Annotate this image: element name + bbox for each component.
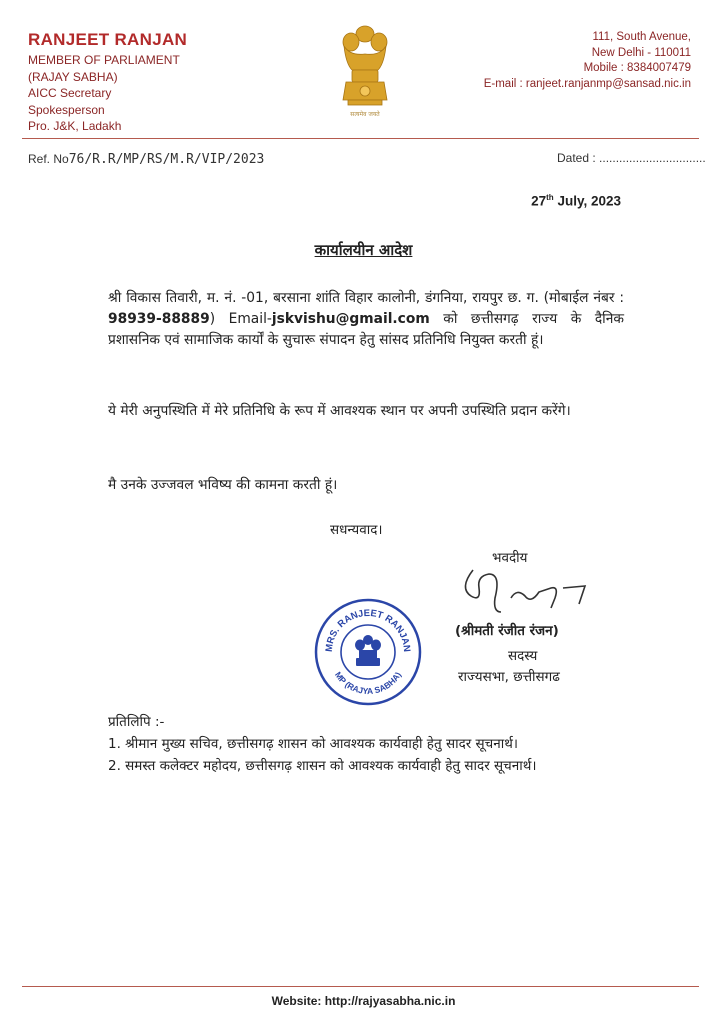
closing-thanks: सधन्यवाद। (330, 522, 383, 538)
mobile-line: Mobile : 8384007479 (583, 62, 691, 74)
footer-website: Website: http://rajyasabha.nic.in (271, 994, 456, 1008)
copy-to-item: 1. श्रीमान मुख्य सचिव, छत्तीसगढ़ शासन को आवश्यक कार्यवाही हेतु सादर सूचनार्थ। (108, 736, 518, 752)
designation-line: AICC Secretary (28, 86, 112, 100)
official-seal (312, 596, 424, 708)
designation-line: MEMBER OF PARLIAMENT (28, 53, 180, 67)
date-day: 27 (531, 193, 547, 209)
emblem-caption: सत्यमेव जयते (350, 111, 380, 118)
sender-name: RANJEET RANJAN (28, 30, 188, 49)
subject-text: कार्यालयीन आदेश (314, 241, 413, 259)
designation-line: Spokesperson (28, 102, 105, 117)
dated-field: Dated : ................................ (557, 151, 706, 165)
address-line: New Delhi - 110011 (591, 46, 691, 59)
p1-text: को छत्तीसगढ़ राज्य के दैनिक प्रशासनिक एवं सामाजिक कार्यों के सुचारू संपादन हेतु सांसद प्रतिनिधि नियुक्त करती हूं। (108, 311, 624, 348)
reference-number (28, 152, 264, 167)
seal-emblem-icon (355, 635, 381, 666)
sender-designations (28, 52, 180, 135)
address-line: 111, South Avenue, (592, 31, 691, 43)
p1-text: श्री विकास तिवारी, म. नं. -01, बरसाना शांति विहार कालोनी, डंगनिया, रायपुर छ. ग. (मोबाईल नंबर : (108, 290, 624, 306)
ref-label: Ref. No (28, 152, 69, 166)
subject-heading (0, 240, 727, 260)
p1-text: ) Email- (209, 311, 272, 327)
copy-to-heading: प्रतिलिपि :- (108, 714, 165, 730)
body-paragraph-1 (108, 288, 624, 351)
copy-to-section (108, 711, 628, 777)
designation-line: Pro. J&K, Ladakh (28, 119, 122, 133)
signatory-name: (श्रीमती रंजीत रंजन) (455, 623, 559, 639)
date-rest: July, 2023 (553, 193, 621, 209)
ref-value: 76/R.R/MP/RS/M.R/VIP/2023 (68, 152, 265, 167)
signatory-post: सदस्य (508, 648, 538, 664)
body-paragraph-2: ये मेरी अनुपस्थिति में मेरे प्रतिनिधि के रूप में आवश्यक स्थान पर अपनी उपस्थिति प्रदान करेंगे। (108, 403, 571, 419)
seal-top-text: MRS. RANJEET RANJAN (323, 607, 413, 653)
email-address: jskvishu@gmail.com (271, 311, 430, 327)
designation-line: (RAJAY SABHA) (28, 69, 118, 84)
footer-divider (22, 986, 699, 987)
signatory-house: राज्यसभा, छत्तीसगढ (458, 669, 560, 685)
valediction: भवदीय (492, 550, 528, 566)
letter-date (531, 193, 621, 209)
email-line: E-mail : ranjeet.ranjanmp@sansad.nic.in (483, 77, 691, 90)
body-paragraph-3: मै उनके उज्जवल भविष्य की कामना करती हूं। (108, 477, 338, 493)
phone-number: 98939-88889 (108, 311, 210, 327)
copy-to-item: 2. समस्त कलेक्टर महोदय, छत्तीसगढ़ शासन को आवश्यक कार्यवाही हेतु सादर सूचनार्थ। (108, 758, 537, 774)
handwritten-signature (455, 558, 595, 620)
sender-contact (484, 30, 691, 92)
date-suffix: th (546, 193, 554, 202)
seal-bottom-text: MP (RAJYA SABHA) (332, 669, 404, 697)
header-divider (22, 138, 699, 139)
national-emblem-icon (330, 20, 400, 120)
